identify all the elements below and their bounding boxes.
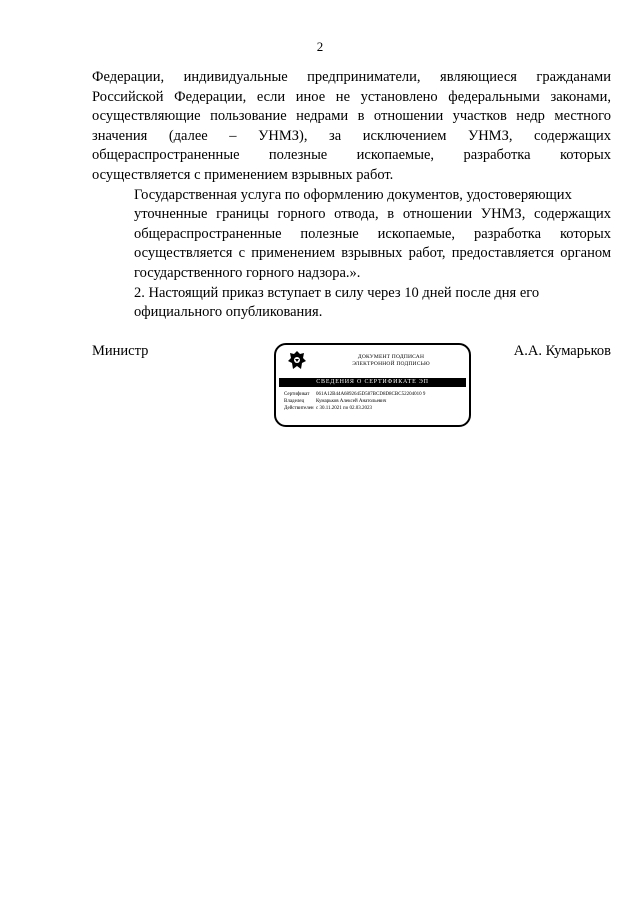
paragraph-3 — [92, 284, 611, 323]
signer-name: А.А. Кумарьков — [513, 343, 611, 359]
signature-block — [92, 343, 611, 433]
stamp-row-value: с 30.11.2021 по 02.03.2023 — [316, 406, 372, 411]
text-line: Государственная услуга по оформлению документов, удостоверяющих — [134, 186, 572, 203]
text-line: 2. Настоящий приказ вступает в силу через 10 дней после дня его — [134, 284, 540, 301]
text-line: общераспространенные полезные ископаемые, разработка которых — [134, 225, 611, 242]
text-line: общераспространенные полезные ископаемые, разработка которых — [92, 147, 611, 164]
text-line: уточненные границы горного отвода, в отношении УНМЗ, содержащих — [134, 206, 611, 223]
text-line: осуществляющие пользование недрами в отношении участков недр местного — [92, 108, 611, 125]
paragraph-2 — [92, 186, 611, 284]
stamp-details — [284, 391, 464, 412]
stamp-row-key: Владелец — [284, 399, 305, 404]
coat-of-arms-icon — [286, 350, 308, 372]
stamp-row-value: Кумарьков Алексей Анатольевич — [316, 399, 387, 404]
text-line: государственного горного надзора.». — [134, 264, 361, 281]
stamp-caption — [316, 354, 466, 368]
page-number: 2 — [316, 39, 324, 54]
stamp-row-key: Действителен — [284, 406, 314, 411]
paragraph-1 — [92, 68, 611, 186]
stamp-caption-line: ДОКУМЕНТ ПОДПИСАН — [357, 354, 425, 360]
stamp-caption-line: ЭЛЕКТРОННОЙ ПОДПИСЬЮ — [352, 361, 430, 367]
stamp-row-key: Сертификат — [284, 392, 310, 397]
stamp-certificate-header: СВЕДЕНИЯ О СЕРТИФИКАТЕ ЭП — [279, 378, 466, 387]
electronic-signature-stamp — [274, 343, 471, 427]
text-line: значения (далее – УНМЗ), за исключением УНМЗ, содержащих — [92, 127, 611, 144]
stamp-row-value: 061A12B44A6892645D587BCD8D8CBC52204010 9 — [316, 392, 426, 397]
stamp-row — [284, 398, 464, 405]
stamp-row — [284, 405, 464, 412]
text-line: Российской Федерации, если иное не установлено федеральными законами, — [92, 88, 611, 105]
stamp-row — [284, 391, 464, 398]
text-line: официального опубликования. — [134, 304, 323, 321]
text-line: Федерации, индивидуальные предприниматели, являющиеся гражданами — [92, 69, 611, 85]
document-body — [92, 68, 611, 323]
text-line: осуществляется с применением взрывных работ. — [92, 166, 394, 183]
signer-position: Министр — [92, 343, 149, 359]
text-line: осуществляется с применением взрывных работ, предоставляется органом — [134, 245, 611, 262]
